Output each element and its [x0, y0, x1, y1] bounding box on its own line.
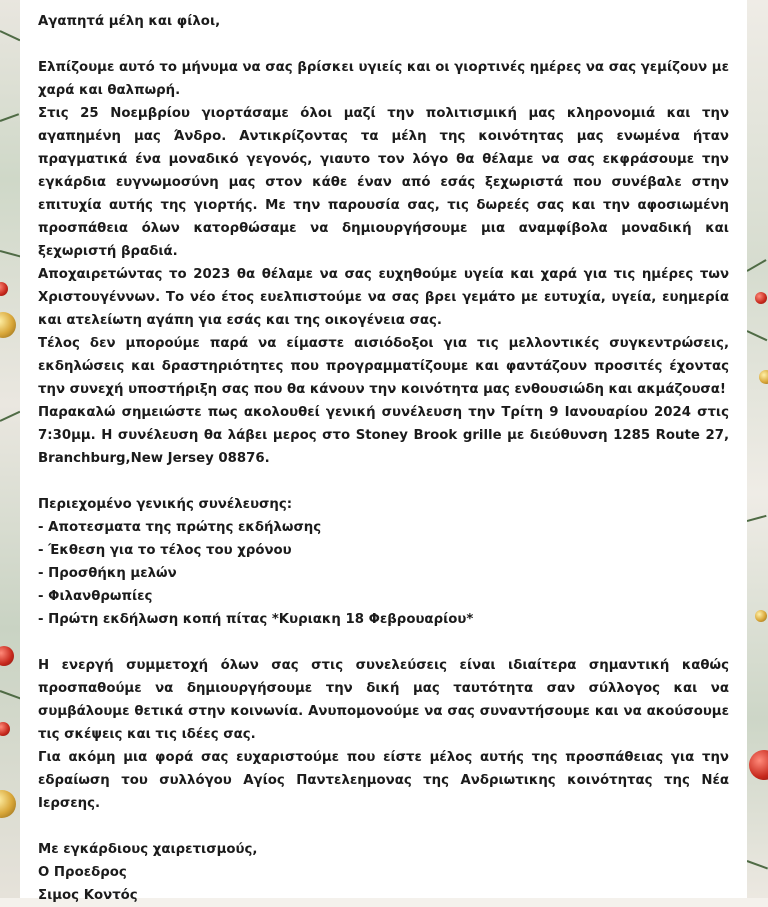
gold-ornament-icon	[0, 312, 16, 338]
red-ornament-icon	[0, 722, 10, 736]
red-ornament-icon	[749, 750, 768, 780]
paragraph-meeting-notice: Παρακαλώ σημειώστε πως ακολουθεί γενική συνέλευση την Τρίτη 9 Ιανουαρίου 2024 στις 7:30μμ. Η συνέλευση θα λάβει μερος στο Stoney Brook grille με διεύθυνση 1285 Route 27, Branchburg,New Jersey 08876.	[38, 405, 729, 466]
gold-ornament-icon	[755, 610, 767, 622]
right-christmas-decoration	[747, 0, 768, 898]
paragraph-wishes: Ελπίζουμε αυτό το μήνυμα να σας βρίσκει υγιείς και οι γιορτινές ημέρες να σας γεμίζουν με χαρά και θαλπωρή.	[38, 60, 729, 98]
agenda-item: - Προσθήκη μελών	[38, 566, 177, 581]
agenda-item: - Φιλανθρωπίες	[38, 589, 153, 604]
red-ornament-icon	[0, 646, 14, 666]
agenda-item: - Αποτεσματα της πρώτης εκδήλωσης	[38, 520, 322, 535]
left-christmas-decoration	[0, 0, 20, 898]
agenda-item: - Πρώτη εκδήλωση κοπή πίτας *Κυριακη 18 Φεβρουαρίου*	[38, 612, 474, 627]
gold-ornament-icon	[0, 790, 16, 818]
gold-ornament-icon	[759, 370, 768, 384]
paragraph-holiday-wishes: Αποχαιρετώντας το 2023 θα θέλαμε να σας ευχηθούμε υγεία και χαρά για τις ημέρες των Χριστουγέννων. Το νέο έτος ευελπιστούμε να σας βρει γεμάτο με ευτυχία, υγεία, ευημερία και ατελείωτη αγάπη για εσάς και της οικογένεια σας.	[38, 267, 729, 328]
signer-title: Ο Προεδρος	[38, 865, 127, 880]
paragraph-future-events: Τέλος δεν μπορούμε παρά να είμαστε αισιόδοξοι για τις μελλοντικές συγκεντρώσεις, εκδηλώσεις και δραστηριότητες που προγραμματίζουμε και φαντάζουν προσιτές έχοντας την συνεχή υποστήριξη σας που θα κάνουν την κοινότητα μας ενθουσιώδη και ακμάζουσα!	[38, 336, 729, 397]
red-ornament-icon	[755, 292, 767, 304]
red-ornament-icon	[0, 282, 8, 296]
agenda-title: Περιεχομένο γενικής συνέλευσης:	[38, 497, 293, 512]
paragraph-participation: Η ενεργή συμμετοχή όλων σας στις συνελεύσεις είναι ιδιαίτερα σημαντική καθώς προσπαθούμε να δημιουργήσουμε την δική μας ταυτότητα σαν σύλλογος και να συμβάλουμε θετικά στην κοινωνία. Ανυπομονούμε να σας συναντήσουμε και να ακούσουμε τις σκέψεις και τις ιδέες σας.	[38, 658, 729, 742]
letter-page	[20, 0, 747, 903]
letter-body	[38, 10, 729, 907]
agenda-item: - Έκθεση για το τέλος του χρόνου	[38, 543, 292, 558]
paragraph-thanks: Για ακόμη μια φορά σας ευχαριστούμε που είστε μέλος αυτής της προσπάθειας για την εδραίωση του συλλόγου Αγίος Παντελεημονας της Ανδριωτικης κοινότητας της Νέα Ιερσεης.	[38, 750, 729, 811]
signoff: Με εγκάρδιους χαιρετισμούς,	[38, 842, 258, 857]
greeting: Αγαπητά μέλη και φίλοι,	[38, 14, 221, 29]
paragraph-celebration: Στις 25 Νοεμβρίου γιορτάσαμε όλοι μαζί την πολιτισμική μας κληρονομιά και την αγαπημένη μας Άνδρο. Αντικρίζοντας τα μέλη της κοινότητας μας ενωμένα ήταν πραγματικά ένα μοναδικό γεγονός, γιαυτο τον λόγο θα θέλαμε να σας εκφράσουμε την εγκάρδια ευγνωμοσύνη μας στον κάθε έναν από εσάς ξεχωριστά που συνέβαλε στην επιτυχία αυτής της γιορτής. Με την παρουσία σας, τις δωρεές σας και την αφοσιωμένη προσπάθεια όλων κατορθώσαμε να δημιουργήσουμε μια αναμφίβολα μοναδική και ξεχωριστή βραδιά.	[38, 106, 729, 259]
signer-name: Σιμος Κοντός	[38, 888, 138, 903]
